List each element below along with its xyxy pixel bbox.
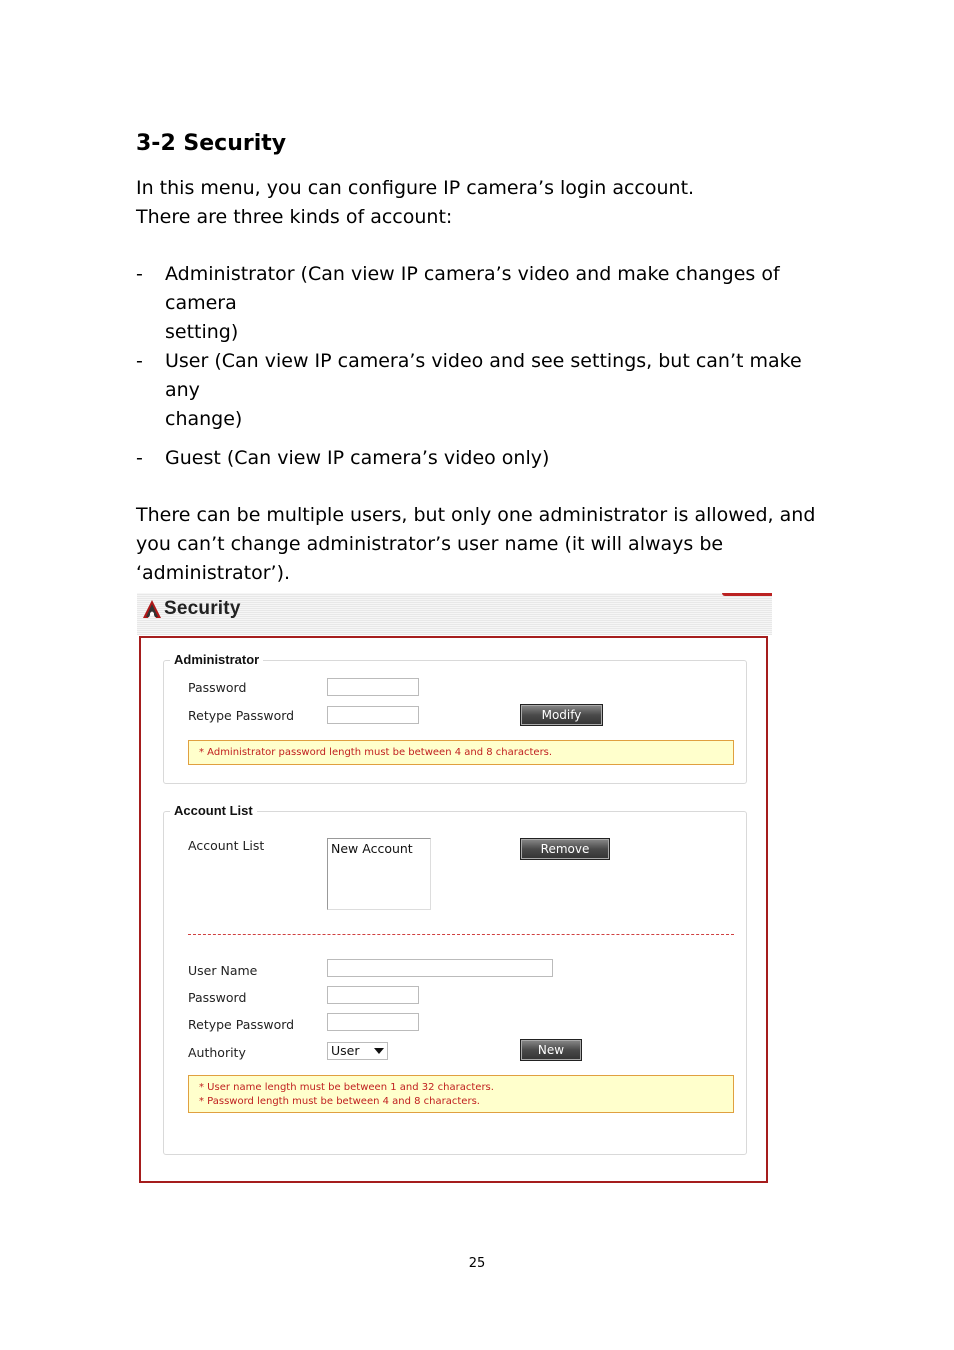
bullet-line: change) (165, 408, 243, 430)
authority-value: User (331, 1043, 360, 1058)
authority-label: Authority (188, 1045, 246, 1060)
account-password-input[interactable] (327, 986, 419, 1004)
new-button[interactable]: New (520, 1039, 582, 1061)
list-item[interactable]: New Account (331, 841, 413, 856)
account-list-section (163, 803, 747, 1155)
para2-line-2: you can’t change administrator’s user name (it will always be (136, 533, 724, 555)
bullet-dash: - (136, 263, 143, 285)
admin-retype-password-input[interactable] (327, 706, 419, 724)
title-bar (137, 593, 772, 635)
retype-password-label: Retype Password (188, 1017, 295, 1032)
bullet-line: Administrator (Can view IP camera’s video and make changes of camera (165, 263, 780, 314)
page-title: Security (164, 598, 241, 619)
security-logo-icon (142, 599, 162, 621)
password-label: Password (188, 680, 247, 695)
security-screenshot (137, 593, 772, 1183)
password-label: Password (188, 990, 247, 1005)
remove-button[interactable]: Remove (520, 838, 610, 860)
bullet-line: User (Can view IP camera’s video and see settings, but can’t make any (165, 350, 802, 401)
bullet-line: Guest (Can view IP camera’s video only) (165, 447, 550, 469)
admin-note: * Administrator password length must be between 4 and 8 characters. (188, 740, 734, 765)
para2-line-1: There can be multiple users, but only one administrator is allowed, and (136, 504, 816, 526)
intro-line-1: In this menu, you can configure IP camera’s login account. (136, 177, 695, 199)
user-name-label: User Name (188, 963, 258, 978)
bullet-dash: - (136, 350, 143, 372)
chevron-down-icon (374, 1048, 384, 1054)
note-line: * Password length must be between 4 and 8 characters. (199, 1096, 480, 1107)
authority-select[interactable] (327, 1042, 388, 1060)
section-legend: Administrator (170, 652, 263, 667)
content-frame (139, 636, 768, 1183)
user-name-input[interactable] (327, 959, 553, 977)
section-legend: Account List (170, 803, 257, 818)
bullet-line: setting) (165, 321, 239, 343)
account-note (188, 1075, 734, 1113)
section-divider (188, 934, 734, 935)
note-line: * User name length must be between 1 and 32 characters. (199, 1082, 494, 1093)
admin-password-input[interactable] (327, 678, 419, 696)
para2-line-3: ‘administrator’). (136, 562, 291, 584)
account-listbox[interactable] (327, 838, 431, 910)
account-list-label: Account List (188, 838, 265, 853)
retype-password-label: Retype Password (188, 708, 295, 723)
bullet-dash: - (136, 447, 143, 469)
modify-button[interactable]: Modify (520, 704, 603, 726)
title-accent (722, 593, 772, 596)
page-number: 25 (468, 1256, 486, 1271)
section-heading: 3-2 Security (136, 131, 287, 156)
administrator-section (163, 652, 747, 784)
account-retype-password-input[interactable] (327, 1013, 419, 1031)
intro-line-2: There are three kinds of account: (136, 206, 453, 228)
